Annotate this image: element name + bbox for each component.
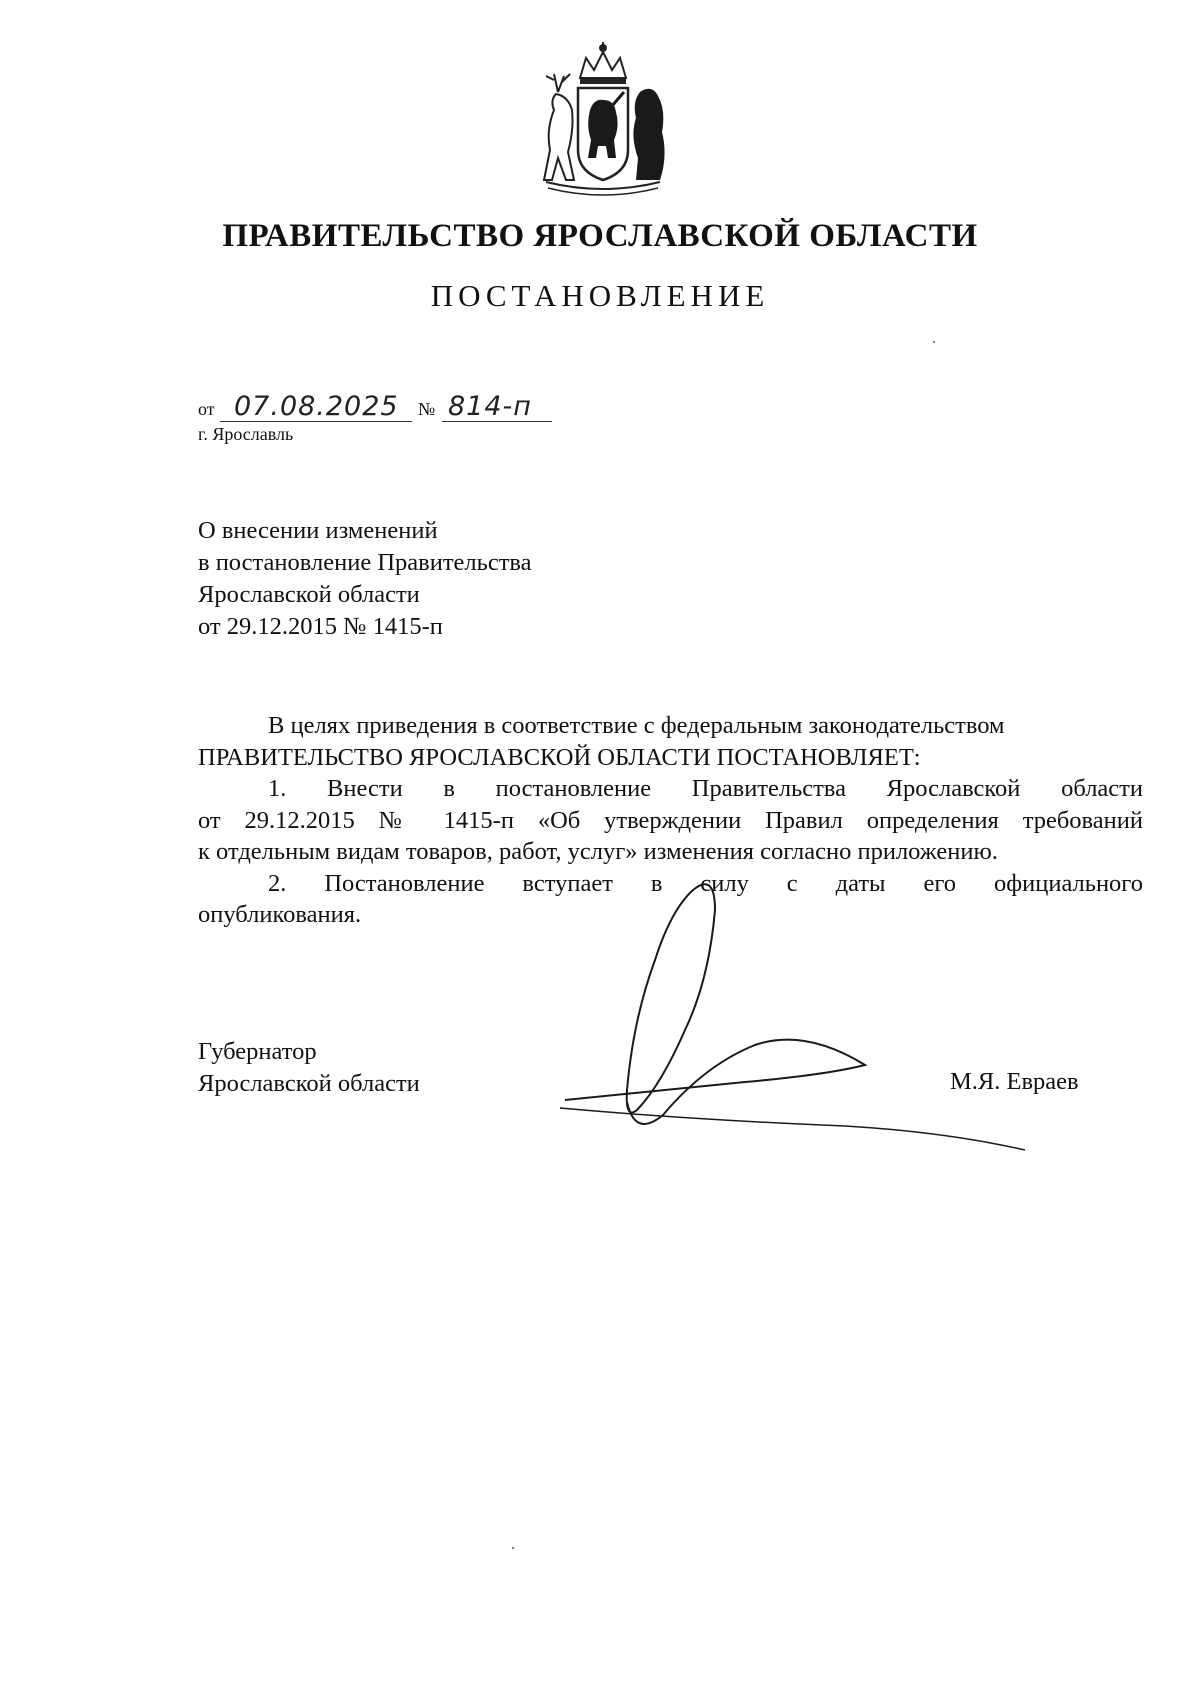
coat-of-arms-icon <box>528 40 678 200</box>
date-label: от <box>198 399 215 419</box>
subject-line: Ярославской области <box>198 581 420 608</box>
clause-1-line: 1. Внести в постановление Правительства Ярославской области <box>268 775 1143 802</box>
preamble-line: В целях приведения в соответствие с федеральным законодательством <box>268 712 1005 739</box>
number-label: № <box>418 399 436 419</box>
signer-position-line: Губернатор <box>198 1038 317 1065</box>
document-type: ПОСТАНОВЛЕНИЕ <box>430 278 770 313</box>
subject-line: О внесении изменений <box>198 517 438 544</box>
clause-2-line: опубликования. <box>198 901 362 928</box>
clause-1-line: к отдельным видам товаров, работ, услуг» изменения согласно приложению. <box>198 838 998 865</box>
resolution-line: ПРАВИТЕЛЬСТВО ЯРОСЛАВСКОЙ ОБЛАСТИ ПОСТАНОВЛЯЕТ: <box>198 743 921 771</box>
handwritten-signature <box>545 870 1045 1190</box>
date-number-row <box>198 386 598 426</box>
clause-2-line: 2. Постановление вступает в силу с даты его официального <box>268 869 1143 897</box>
clause-1-line: от 29.12.2015 № 1415-п «Об утверждении Правил определения требований <box>198 806 1143 834</box>
subject-line: от 29.12.2015 № 1415-п <box>198 613 443 640</box>
signer-position <box>198 1036 420 1100</box>
government-title: ПРАВИТЕЛЬСТВО ЯРОСЛАВСКОЙ ОБЛАСТИ <box>222 218 978 254</box>
scan-speck <box>933 341 935 343</box>
signer-position-line: Ярославской области <box>198 1070 420 1097</box>
number-value: 814-п <box>448 391 532 422</box>
scan-speck <box>512 1547 514 1549</box>
city: г. Ярославль <box>198 424 294 444</box>
date-value: 07.08.2025 <box>234 391 399 422</box>
subject-line: в постановление Правительства <box>198 549 532 576</box>
signer-name: М.Я. Евраев <box>950 1068 1079 1095</box>
document-subject <box>198 515 532 643</box>
